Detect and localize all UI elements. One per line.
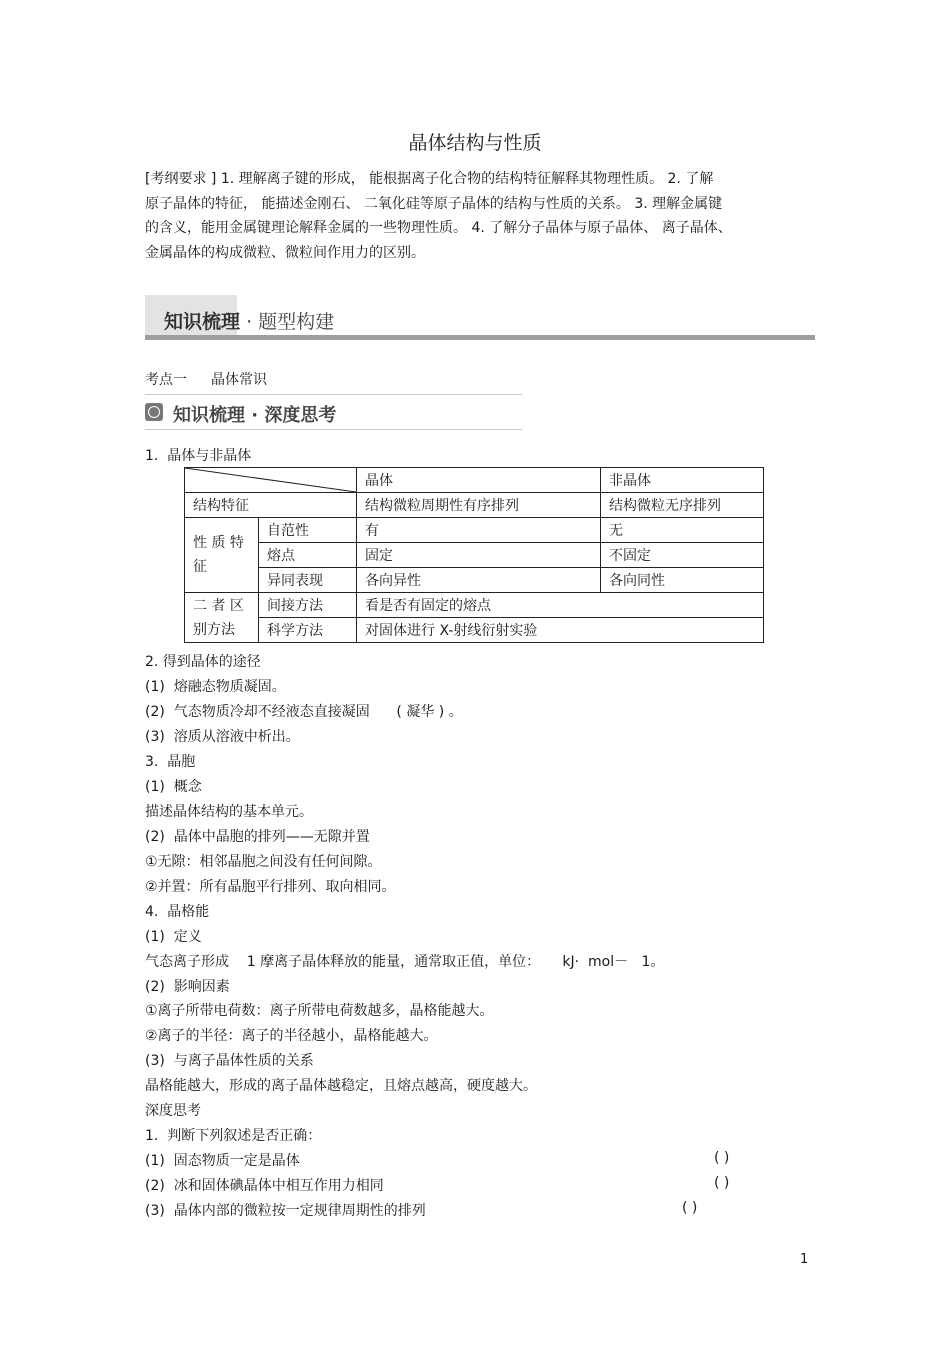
exam-requirements [145,167,805,265]
body-line: ②并置：所有晶胞平行排列、取向相同。 [145,879,396,895]
body-line: 2. 得到晶体的途径 [145,654,261,670]
table-cell: 对固体进行 X-射线衍射实验 [357,618,764,643]
page-number: 1 [800,1252,809,1267]
body-line: (2) 气态物质冷却不经液态直接凝固 ( 凝华 ) 。 [145,704,463,720]
section-banner [145,295,815,341]
clock-icon [145,403,163,421]
answer-blank[interactable]: ( ) [714,1175,730,1191]
table-cell: 结构微粒无序排列 [601,493,764,518]
requirement-line: 的含义，能用金属键理论解释金属的一些物理性质。 4. 了解分子晶体与原子晶体、 离子晶体、 [145,220,732,236]
requirement-line: 原子晶体的特征， 能描述金刚石、 二氧化硅等原子晶体的结构与性质的关系。 3. 理解金属键 [145,195,723,212]
requirement-line: 金属晶体的构成微粒、微粒间作用力的区别。 [145,244,425,261]
banner-underline [145,335,815,340]
body-line: ①离子所带电荷数：离子所带电荷数越多，晶格能越大。 [145,1003,494,1019]
table-row-label: 结构特征 [185,493,357,518]
banner-sub: 题型构建 [258,311,335,333]
table-cell: 无 [601,518,764,543]
body-line: 描述晶体结构的基本单元。 [145,804,313,820]
table-cell: 固定 [357,543,601,568]
table-cell: 结构微粒周期性有序排列 [357,493,601,518]
kaodian-label: 考点一 [145,372,187,388]
table-row-label: 异同表现 [259,568,357,593]
body-line: 4. 晶格能 [145,904,210,920]
table-header-cell: 非晶体 [601,468,764,493]
body-line: (2) 影响因素 [145,979,230,995]
requirement-line: [考纲要求 ] 1. 理解离子键的形成， 能根据离子化合物的结构特征解释其物理性质。 2. 了解 [145,171,714,187]
answer-blank[interactable]: ( ) [714,1150,730,1166]
table-row [185,618,764,643]
body-line: ①无隙：相邻晶胞之间没有任何间隙。 [145,854,382,870]
table-cell: 各向同性 [601,568,764,593]
banner-text [164,307,334,334]
body-line: (1) 定义 [145,929,202,945]
table-cell: 看是否有固定的熔点 [357,593,764,618]
body-line: 1. 判断下列叙述是否正确： [145,1128,322,1144]
body-line: (3) 与离子晶体性质的关系 [145,1053,314,1069]
table-cell: 不固定 [601,543,764,568]
table-row [185,493,764,518]
body-line: (1) 概念 [145,779,202,795]
answer-blank[interactable]: ( ) [682,1200,698,1216]
table-row-label: 科学方法 [259,618,357,643]
body-line: 深度思考 [145,1103,201,1119]
question-item: (3) 晶体内部的微粒按一定规律周期性的排列 [145,1203,426,1219]
table-row-label: 自范性 [259,518,357,543]
table-cell: 各向异性 [357,568,601,593]
banner-main: 知识梳理 [164,311,241,333]
body-line: 3. 晶胞 [145,754,196,770]
table-row [185,568,764,593]
table-row-label: 间接方法 [259,593,357,618]
question-item: (2) 冰和固体碘晶体中相互作用力相同 [145,1178,384,1194]
section-heading: 1. 晶体与非晶体 [145,448,252,464]
table-row-label: 熔点 [259,543,357,568]
crystal-comparison-table [184,467,764,643]
page-title: 晶体结构与性质 [408,132,542,154]
sub-header-text: 知识梳理 · 深度思考 [173,405,337,426]
banner-dot: · [246,311,253,333]
table-row [185,468,764,493]
table-row [185,518,764,543]
kaodian-heading [145,369,267,389]
table-group-label: 性 质 特 征 [185,518,259,593]
table-group-label: 二 者 区 别方法 [185,593,259,643]
body-line: (2) 晶体中晶胞的排列——无隙并置 [145,829,370,845]
body-line: (1) 熔融态物质凝固。 [145,679,286,695]
kaodian-name: 晶体常识 [211,372,267,388]
sub-header [145,394,522,430]
table-row [185,543,764,568]
table-header-cell: 晶体 [357,468,601,493]
body-line: (3) 溶质从溶液中析出。 [145,729,300,745]
table-cell: 有 [357,518,601,543]
body-line: ②离子的半径：离子的半径越小，晶格能越大。 [145,1028,438,1044]
question-item: (1) 固态物质一定是晶体 [145,1153,300,1169]
body-line: 气态离子形成 1 摩离子晶体释放的能量，通常取正值，单位： kJ· mol－ 1。 [145,954,665,970]
table-row [185,593,764,618]
body-line: 晶格能越大，形成的离子晶体越稳定，且熔点越高，硬度越大。 [145,1078,537,1094]
diagonal-header-cell [185,468,357,493]
